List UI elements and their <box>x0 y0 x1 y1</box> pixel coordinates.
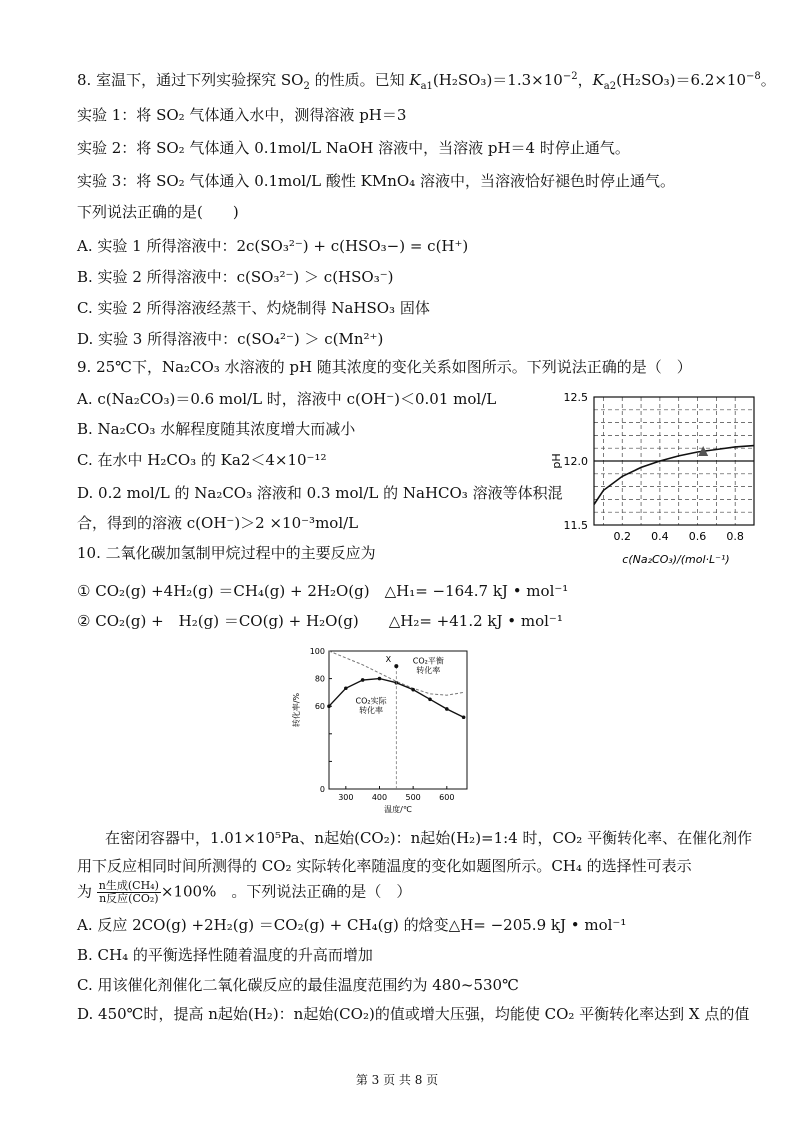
actual-point <box>462 715 466 719</box>
actual-point <box>378 677 382 681</box>
q10-stem: 10. 二氧化碳加氢制甲烷过程中的主要反应为 <box>77 544 376 562</box>
equilibrium-label: 转化率 <box>416 666 441 676</box>
y-tick-label: 12.0 <box>563 455 588 468</box>
q8-exp2: 实验 2：将 SO₂ 气体通入 0.1mol/L NaOH 溶液中，当溶液 pH＝4 时停止通气。 <box>77 139 630 157</box>
q9-option-a: A. c(Na₂CO₃)＝0.6 mol/L 时，溶液中 c(OH⁻)＜0.01 mol/L <box>77 390 497 408</box>
actual-point <box>361 678 365 682</box>
ph-chart <box>546 385 756 575</box>
selectivity-fraction: $\frac{\text{n生成(CH₄)}}{\text{n反应(CO₂)}}$ <box>98 879 159 905</box>
y-tick-label: 100 <box>309 647 325 656</box>
q10-reaction-2: ② CO₂(g) + H₂(g) ＝CO(g) + H₂O(g) △H₂= +41.2 kJ • mol⁻¹ <box>77 612 563 630</box>
q8-option-a: A. 实验 1 所得溶液中：2c(SO₃²⁻) + c(HSO₃−) = c(H⁺) <box>77 237 469 255</box>
q8-option-b: B. 实验 2 所得溶液中：c(SO₃²⁻) ＞ c(HSO₃⁻) <box>77 268 394 286</box>
q10-para-1: 在密闭容器中，1.01×10⁵Pa、n起始(CO₂)：n起始(H₂)=1:4 时，CO₂ 平衡转化率、在催化剂作 <box>105 829 753 847</box>
q10-option-c: C. 用该催化剂催化二氧化碳反应的最佳温度范围约为 480~530℃ <box>77 976 519 994</box>
x-tick-label: 0.6 <box>688 530 707 543</box>
q9-option-d-line1: D. 0.2 mol/L 的 Na₂CO₃ 溶液和 0.3 mol/L 的 NaHCO₃ 溶液等体积混 <box>77 484 563 502</box>
x-axis-label: c(Na₂CO₃)/(mol·L⁻¹) <box>622 553 730 566</box>
x-tick-label: 600 <box>439 793 455 802</box>
q8-exp1: 实验 1：将 SO₂ 气体通入水中，测得溶液 pH＝3 <box>77 106 407 124</box>
x-point-label: X <box>385 655 392 665</box>
q8-stem: 8. 室温下，通过下列实验探究 $SO_2$ 的性质。已知 $K_{a1}(H_2SO_3)=1.3\times 10^{-2}$，$K_{a2}(H_2SO_3)=6.2\times 10^{-8}$。 <box>77 71 776 92</box>
x-tick-label: 0.2 <box>613 530 631 543</box>
q9-stem: 9. 25℃下，Na₂CO₃ 水溶液的 pH 随其浓度的变化关系如图所示。下列说法正确的是（ ） <box>77 358 692 376</box>
ph-curve <box>594 446 754 505</box>
y-tick-label: 12.5 <box>563 391 588 404</box>
q9-option-b: B. Na₂CO₃ 水解程度随其浓度增大而减小 <box>77 420 356 438</box>
actual-point <box>327 704 331 708</box>
x-tick-label: 0.8 <box>726 530 744 543</box>
q10-para-2: 用下反应相同时间所测得的 CO₂ 实际转化率随温度的变化如题图所示。CH₄ 的选择性可表示 <box>77 857 692 875</box>
q10-para-3: 为 $\frac{\text{n生成(CH₄)}}{\text{n反应(CO₂)}}$ ×100% 。下列说法正确的是（ ） <box>77 879 412 905</box>
x-tick-label: 500 <box>405 793 421 802</box>
conversion-chart <box>285 643 485 813</box>
q10-option-a: A. 反应 2CO(g) +2H₂(g) ＝CO₂(g) + CH₄(g) 的焓变△H= −205.9 kJ • mol⁻¹ <box>77 916 627 934</box>
x-tick-label: 300 <box>338 793 354 802</box>
actual-point <box>344 686 348 690</box>
y-tick-label: 60 <box>314 702 325 712</box>
x-tick-label: 0.4 <box>651 530 669 543</box>
q8-option-d: D. 实验 3 所得溶液中：c(SO₄²⁻) ＞ c(Mn²⁺) <box>77 330 384 348</box>
q8-option-c: C. 实验 2 所得溶液经蒸干、灼烧制得 NaHSO₃ 固体 <box>77 299 430 317</box>
actual-label: CO₂实际 <box>355 696 387 706</box>
q9-option-c: C. 在水中 H₂CO₃ 的 Ka2＜4×10⁻¹² <box>77 451 327 469</box>
actual-point <box>428 698 432 702</box>
q9-option-d-line2: 合，得到的溶液 c(OH⁻)＞2 ×10⁻³mol/L <box>77 514 359 532</box>
y-tick-label: 0 <box>319 785 325 794</box>
q10-option-d: D. 450℃时，提高 n起始(H₂)：n起始(CO₂)的值或增大压强，均能使 CO₂ 平衡转化率达到 X 点的值 <box>77 1005 750 1023</box>
q8-ask: 下列说法正确的是( ) <box>77 203 239 221</box>
actual-label: 转化率 <box>359 706 384 716</box>
x-point <box>394 664 398 668</box>
q10-reaction-1: ① CO₂(g) +4H₂(g) ＝CH₄(g) + 2H₂O(g) △H₁= −164.7 kJ • mol⁻¹ <box>77 582 569 600</box>
equilibrium-label: CO₂平衡 <box>412 656 444 666</box>
x-axis-label: 温度/℃ <box>384 805 412 813</box>
page-footer: 第 3 页 共 8 页 <box>355 1073 439 1087</box>
q10-option-b: B. CH₄ 的平衡选择性随着温度的升高而增加 <box>77 946 373 964</box>
y-axis-label: pH <box>550 453 563 469</box>
q8-exp3: 实验 3：将 SO₂ 气体通入 0.1mol/L 酸性 KMnO₄ 溶液中，当溶液恰好褪色时停止通气。 <box>77 172 675 190</box>
actual-point <box>445 707 449 711</box>
y-tick-label: 11.5 <box>563 519 588 532</box>
x-tick-label: 400 <box>371 793 388 802</box>
y-axis-label: 转化率/% <box>292 692 301 728</box>
actual-point <box>411 688 415 692</box>
y-tick-label: 80 <box>314 674 325 684</box>
plot-frame <box>329 651 467 789</box>
